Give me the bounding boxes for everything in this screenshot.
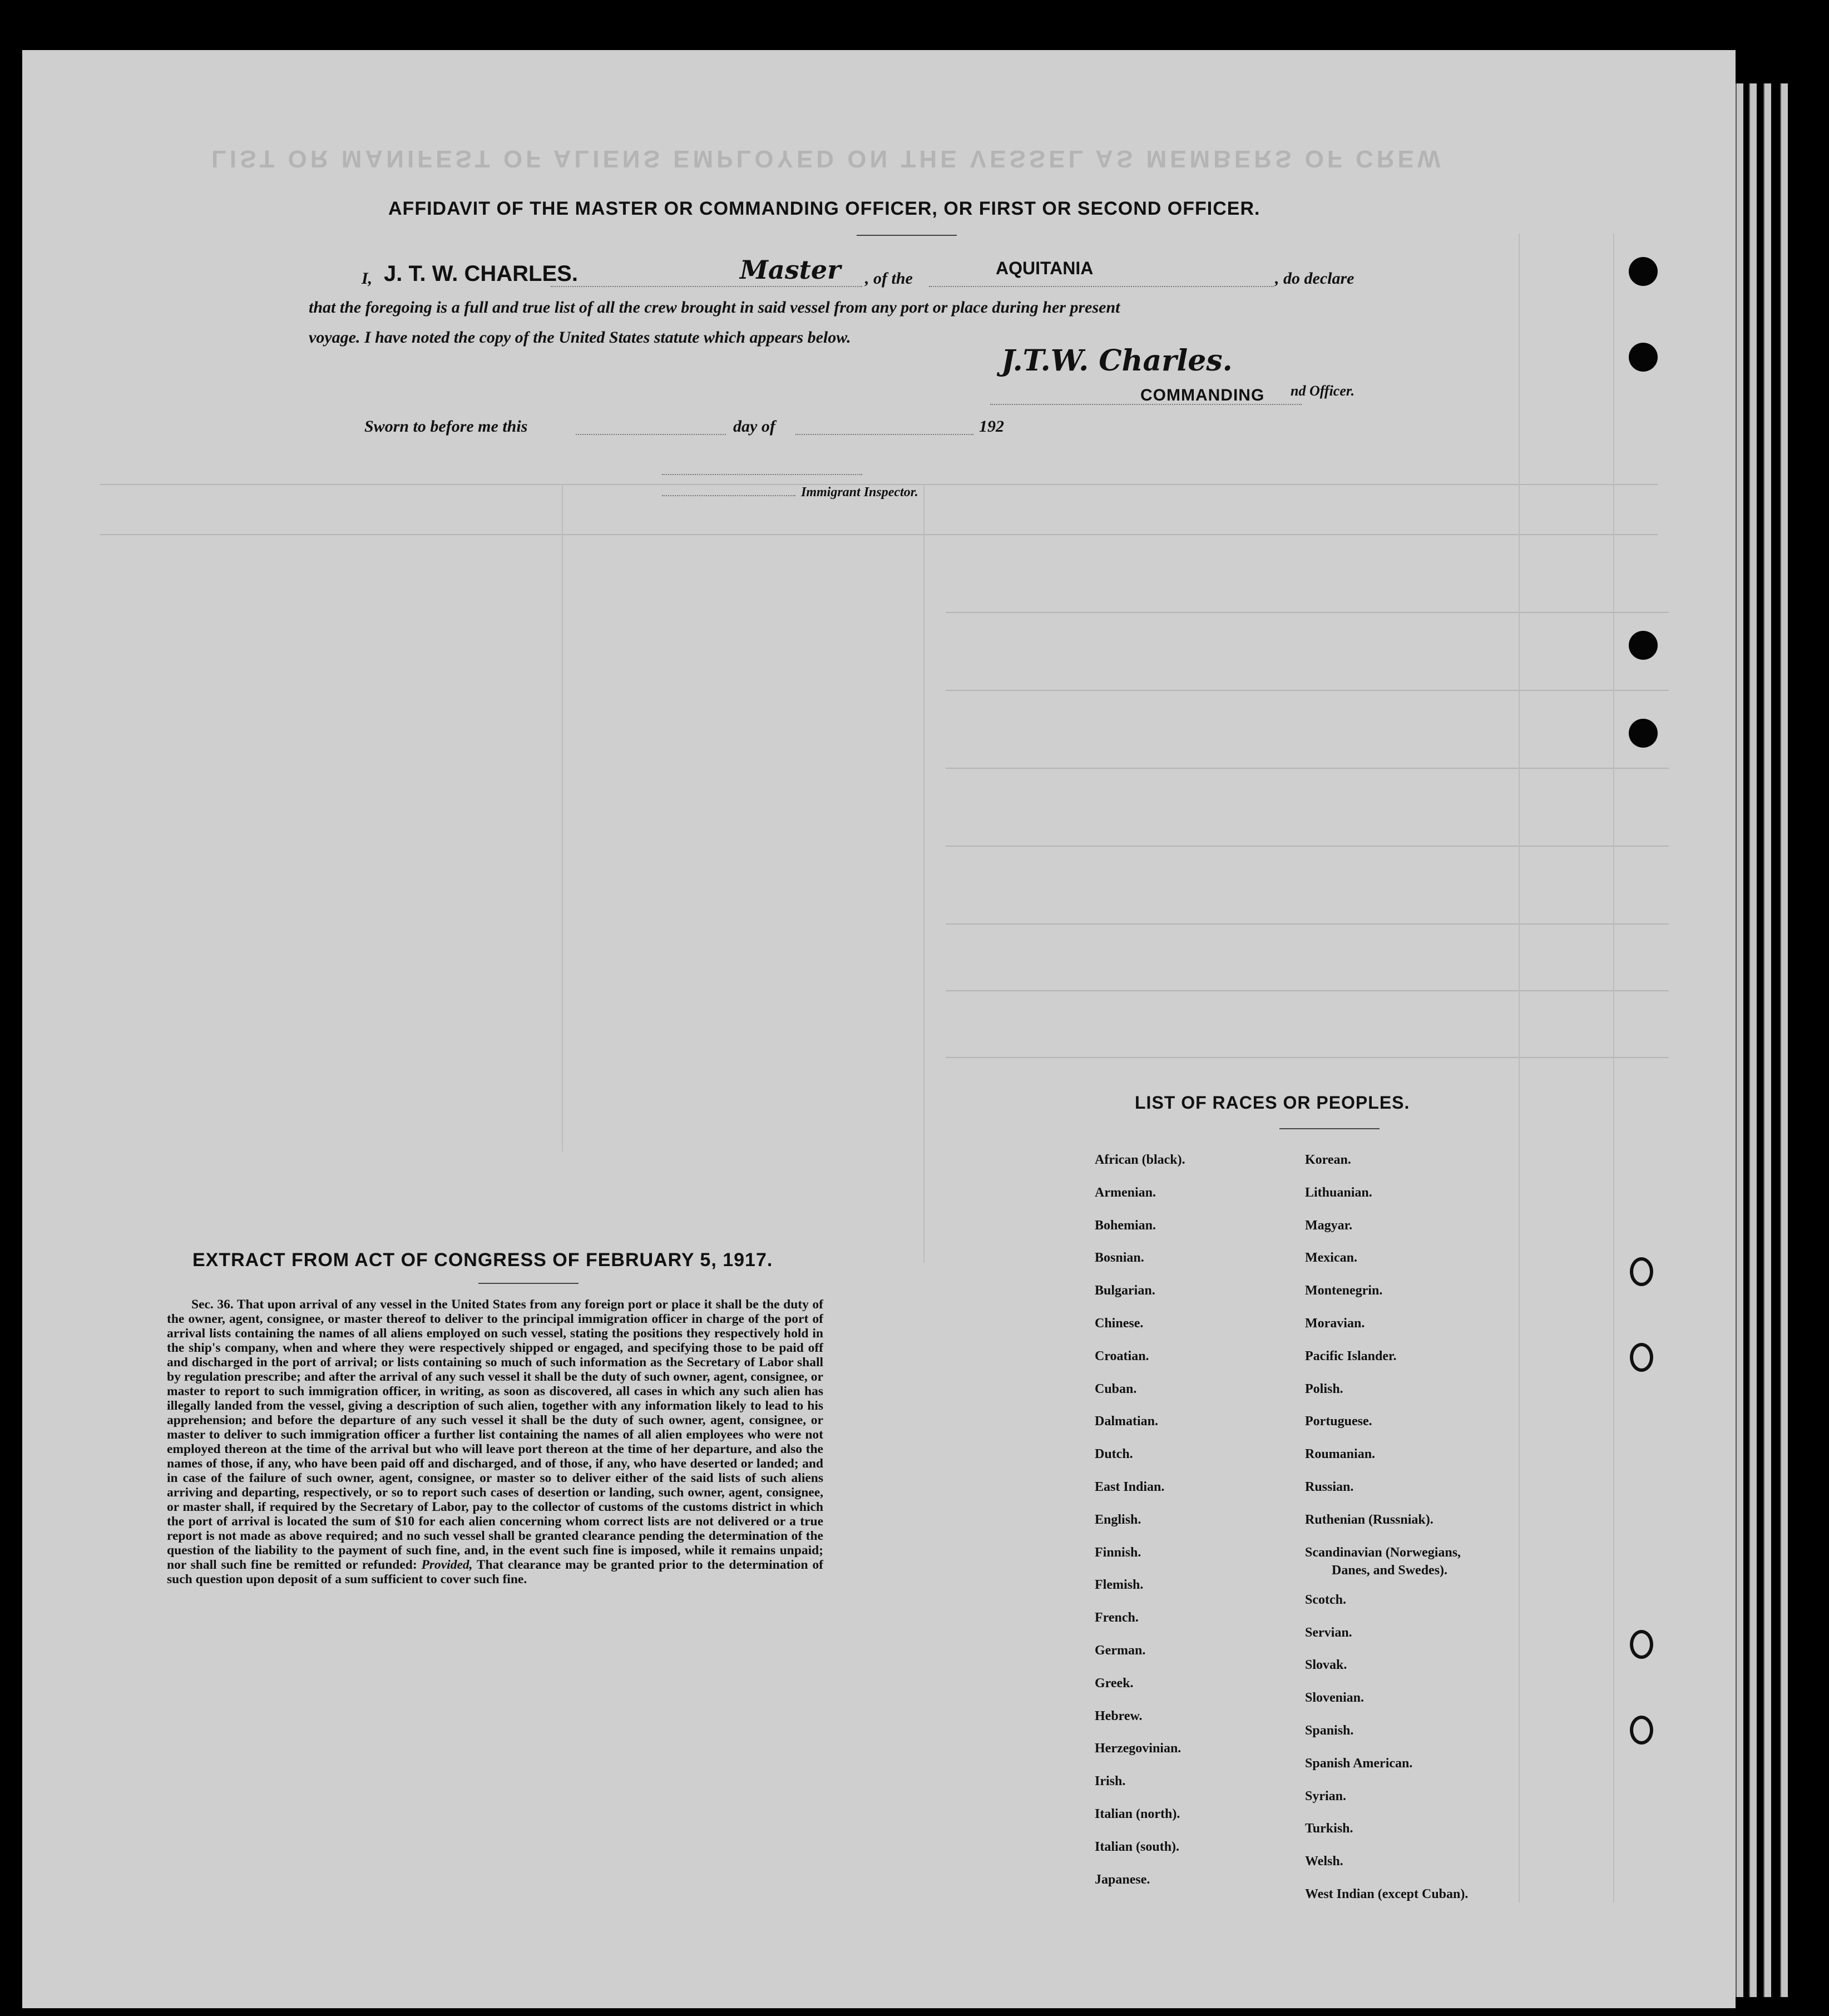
punch-hole — [1629, 343, 1658, 372]
race-item: Polish. — [1305, 1381, 1343, 1396]
race-item: Armenian. — [1095, 1185, 1156, 1200]
declare-label: , do declare — [1275, 269, 1355, 288]
reinforcement-ring — [1630, 1630, 1653, 1659]
race-item: Russian. — [1305, 1480, 1354, 1494]
race-item: Danes, and Swedes). — [1332, 1563, 1448, 1578]
race-item: Hebrew. — [1095, 1708, 1143, 1723]
race-item: Scandinavian (Norwegians, — [1305, 1545, 1461, 1560]
race-item: French. — [1095, 1610, 1139, 1625]
race-item: Cuban. — [1095, 1381, 1137, 1396]
punch-hole — [1629, 631, 1658, 660]
fill-line — [551, 286, 862, 287]
races-title: LIST OF RACES OR PEOPLES. — [1135, 1093, 1410, 1113]
title-rule — [478, 1283, 579, 1284]
race-item: Bosnian. — [1095, 1251, 1144, 1266]
affidavit-line-2: that the foregoing is a full and true list of all the crew brought in said vessel from any port or place during her present — [309, 298, 1120, 317]
day-of-label: day of — [733, 417, 775, 436]
race-item: Syrian. — [1305, 1788, 1347, 1803]
signature: J.T.W. Charles. — [1001, 344, 1233, 378]
reinforcement-ring — [1630, 1343, 1653, 1372]
race-item: Dalmatian. — [1095, 1414, 1158, 1429]
inspector-label: Immigrant Inspector. — [801, 485, 918, 500]
officer-suffix: nd Officer. — [1291, 383, 1355, 399]
race-item: German. — [1095, 1643, 1146, 1658]
race-item: Welsh. — [1305, 1854, 1343, 1869]
affidavit-prefix: I, — [362, 269, 373, 288]
section-tail: That clearance may be granted prior to the determination of such question upon deposit of a sum sufficient to cover such fine. — [167, 1558, 823, 1587]
race-item: Montenegrin. — [1305, 1283, 1383, 1298]
race-item: Finnish. — [1095, 1545, 1141, 1560]
title-rule — [1279, 1128, 1380, 1129]
race-item: Portuguese. — [1305, 1414, 1372, 1429]
race-item: Spanish American. — [1305, 1756, 1413, 1771]
punch-hole — [1629, 719, 1658, 748]
year-label: 192 — [979, 417, 1004, 436]
race-item: Magyar. — [1305, 1218, 1353, 1233]
race-item: Mexican. — [1305, 1251, 1357, 1266]
statute-text — [167, 1297, 823, 1587]
race-item: Moravian. — [1305, 1316, 1365, 1331]
sworn-label: Sworn to before me this — [364, 417, 528, 436]
affidavit-title: AFFIDAVIT OF THE MASTER OR COMMANDING OFFICER, OR FIRST OR SECOND OFFICER. — [388, 198, 1260, 219]
page-edge — [1763, 83, 1771, 1997]
race-item: Irish. — [1095, 1774, 1126, 1789]
section-label: Sec. 36. — [191, 1297, 234, 1312]
race-item: English. — [1095, 1512, 1141, 1527]
race-item: Japanese. — [1095, 1872, 1150, 1887]
punch-hole — [1629, 257, 1658, 286]
race-item: Dutch. — [1095, 1447, 1133, 1462]
race-item: Ruthenian (Russniak). — [1305, 1512, 1433, 1527]
race-item: Herzegovinian. — [1095, 1741, 1182, 1756]
fill-line — [795, 434, 973, 435]
race-item: Scotch. — [1305, 1592, 1346, 1607]
extract-title: EXTRACT FROM ACT OF CONGRESS OF FEBRUARY 5, 1917. — [192, 1249, 773, 1271]
race-item: Korean. — [1305, 1153, 1351, 1167]
race-item: Spanish. — [1305, 1723, 1354, 1738]
signature-line — [990, 404, 1302, 405]
proviso-word: Provided, — [421, 1558, 473, 1572]
race-item: Turkish. — [1305, 1821, 1353, 1836]
bleed-through-heading: LIST OR MANIFEST OF ALIENS EMPLOYED ON THE VESSEL AS MEMBERS OF CREW — [211, 145, 1444, 172]
race-item: Slovenian. — [1305, 1691, 1365, 1706]
race-item: Bohemian. — [1095, 1218, 1156, 1233]
race-item: Flemish. — [1095, 1578, 1144, 1593]
race-item: West Indian (except Cuban). — [1305, 1887, 1469, 1902]
page-edge — [1749, 83, 1757, 1997]
race-item: Lithuanian. — [1305, 1185, 1372, 1200]
of-the-label: , of the — [865, 269, 913, 288]
reinforcement-ring — [1630, 1716, 1653, 1745]
fill-line — [662, 474, 862, 475]
race-item: Roumanian. — [1305, 1447, 1376, 1462]
race-item: African (black). — [1095, 1153, 1185, 1167]
fill-line — [929, 286, 1274, 287]
master-name: J. T. W. CHARLES. — [384, 261, 578, 286]
race-item: Chinese. — [1095, 1316, 1144, 1331]
vessel-name: AQUITANIA — [996, 258, 1094, 278]
section-body: That upon arrival of any vessel in the United States from any foreign port or place it shall be the duty of the owner, agent, consignee, or master thereof to deliver to the principal immigration officer in charge of the port of arrival lists containing the names of all aliens employed on such vessel, stating the positions they respectively hold in the ship's company, when and where they were respectively shipped or engaged, and specifying those to be paid off and discharged in the port of arrival; or lists containing so much of such information as the Secretary of Labor shall by regulation prescribe; and after the arrival of any such vessel it shall be the duty of such owner, agent, consignee, or master to report to such immigration officer, in writing, as soon as discovered, all cases in which any such alien has illegally landed from the vessel, giving a description of such alien, together with any information likely to lead to his apprehension; and before the departure of any such vessel it shall be the duty of such owner, agent, consignee, or master to deliver to such immigration officer a further list containing the names of all alien employees who were not employed thereon at the time of the arrival but who will leave port thereon at the time of her departure, and also the names of those, if any, who have been paid off and discharged, and of those, if any, who have deserted or landed; and in case of the failure of such owner, agent, consignee, or master so to deliver either of the said lists of such aliens arriving and departing, respectively, or so to report such cases of desertion or landing, such owner, agent, consignee, or master shall, if required by the Secretary of Labor, pay to the collector of customs of the customs district in which the port of arrival is located the sum of $10 for each alien concerning whom correct lists are not delivered or a true report is not made as above required; and no such vessel shall be granted clearance pending the determination of the question of the liability to the payment of such fine, and, in the event such fine is imposed, while it remains unpaid; nor shall such fine be remitted or refunded: — [167, 1297, 823, 1572]
page-edge — [1736, 83, 1743, 1997]
commanding-stamp: COMMANDING — [1140, 386, 1265, 404]
race-item: Bulgarian. — [1095, 1283, 1155, 1298]
fill-line — [576, 434, 726, 435]
race-item: Croatian. — [1095, 1348, 1149, 1363]
title-rule — [857, 235, 957, 236]
race-item: Servian. — [1305, 1625, 1352, 1640]
race-item: Slovak. — [1305, 1658, 1347, 1673]
race-item: East Indian. — [1095, 1480, 1165, 1494]
page-edge — [1780, 83, 1788, 1997]
race-item: Greek. — [1095, 1676, 1134, 1691]
inspector-line — [662, 495, 795, 496]
race-item: Italian (south). — [1095, 1839, 1180, 1854]
race-item: Italian (north). — [1095, 1807, 1180, 1821]
affidavit-line-3: voyage. I have noted the copy of the United States statute which appears below. — [309, 328, 851, 347]
handwritten-rank: Master — [740, 255, 841, 285]
reinforcement-ring — [1630, 1257, 1653, 1286]
race-item: Pacific Islander. — [1305, 1348, 1397, 1363]
document-page — [22, 50, 1736, 2008]
